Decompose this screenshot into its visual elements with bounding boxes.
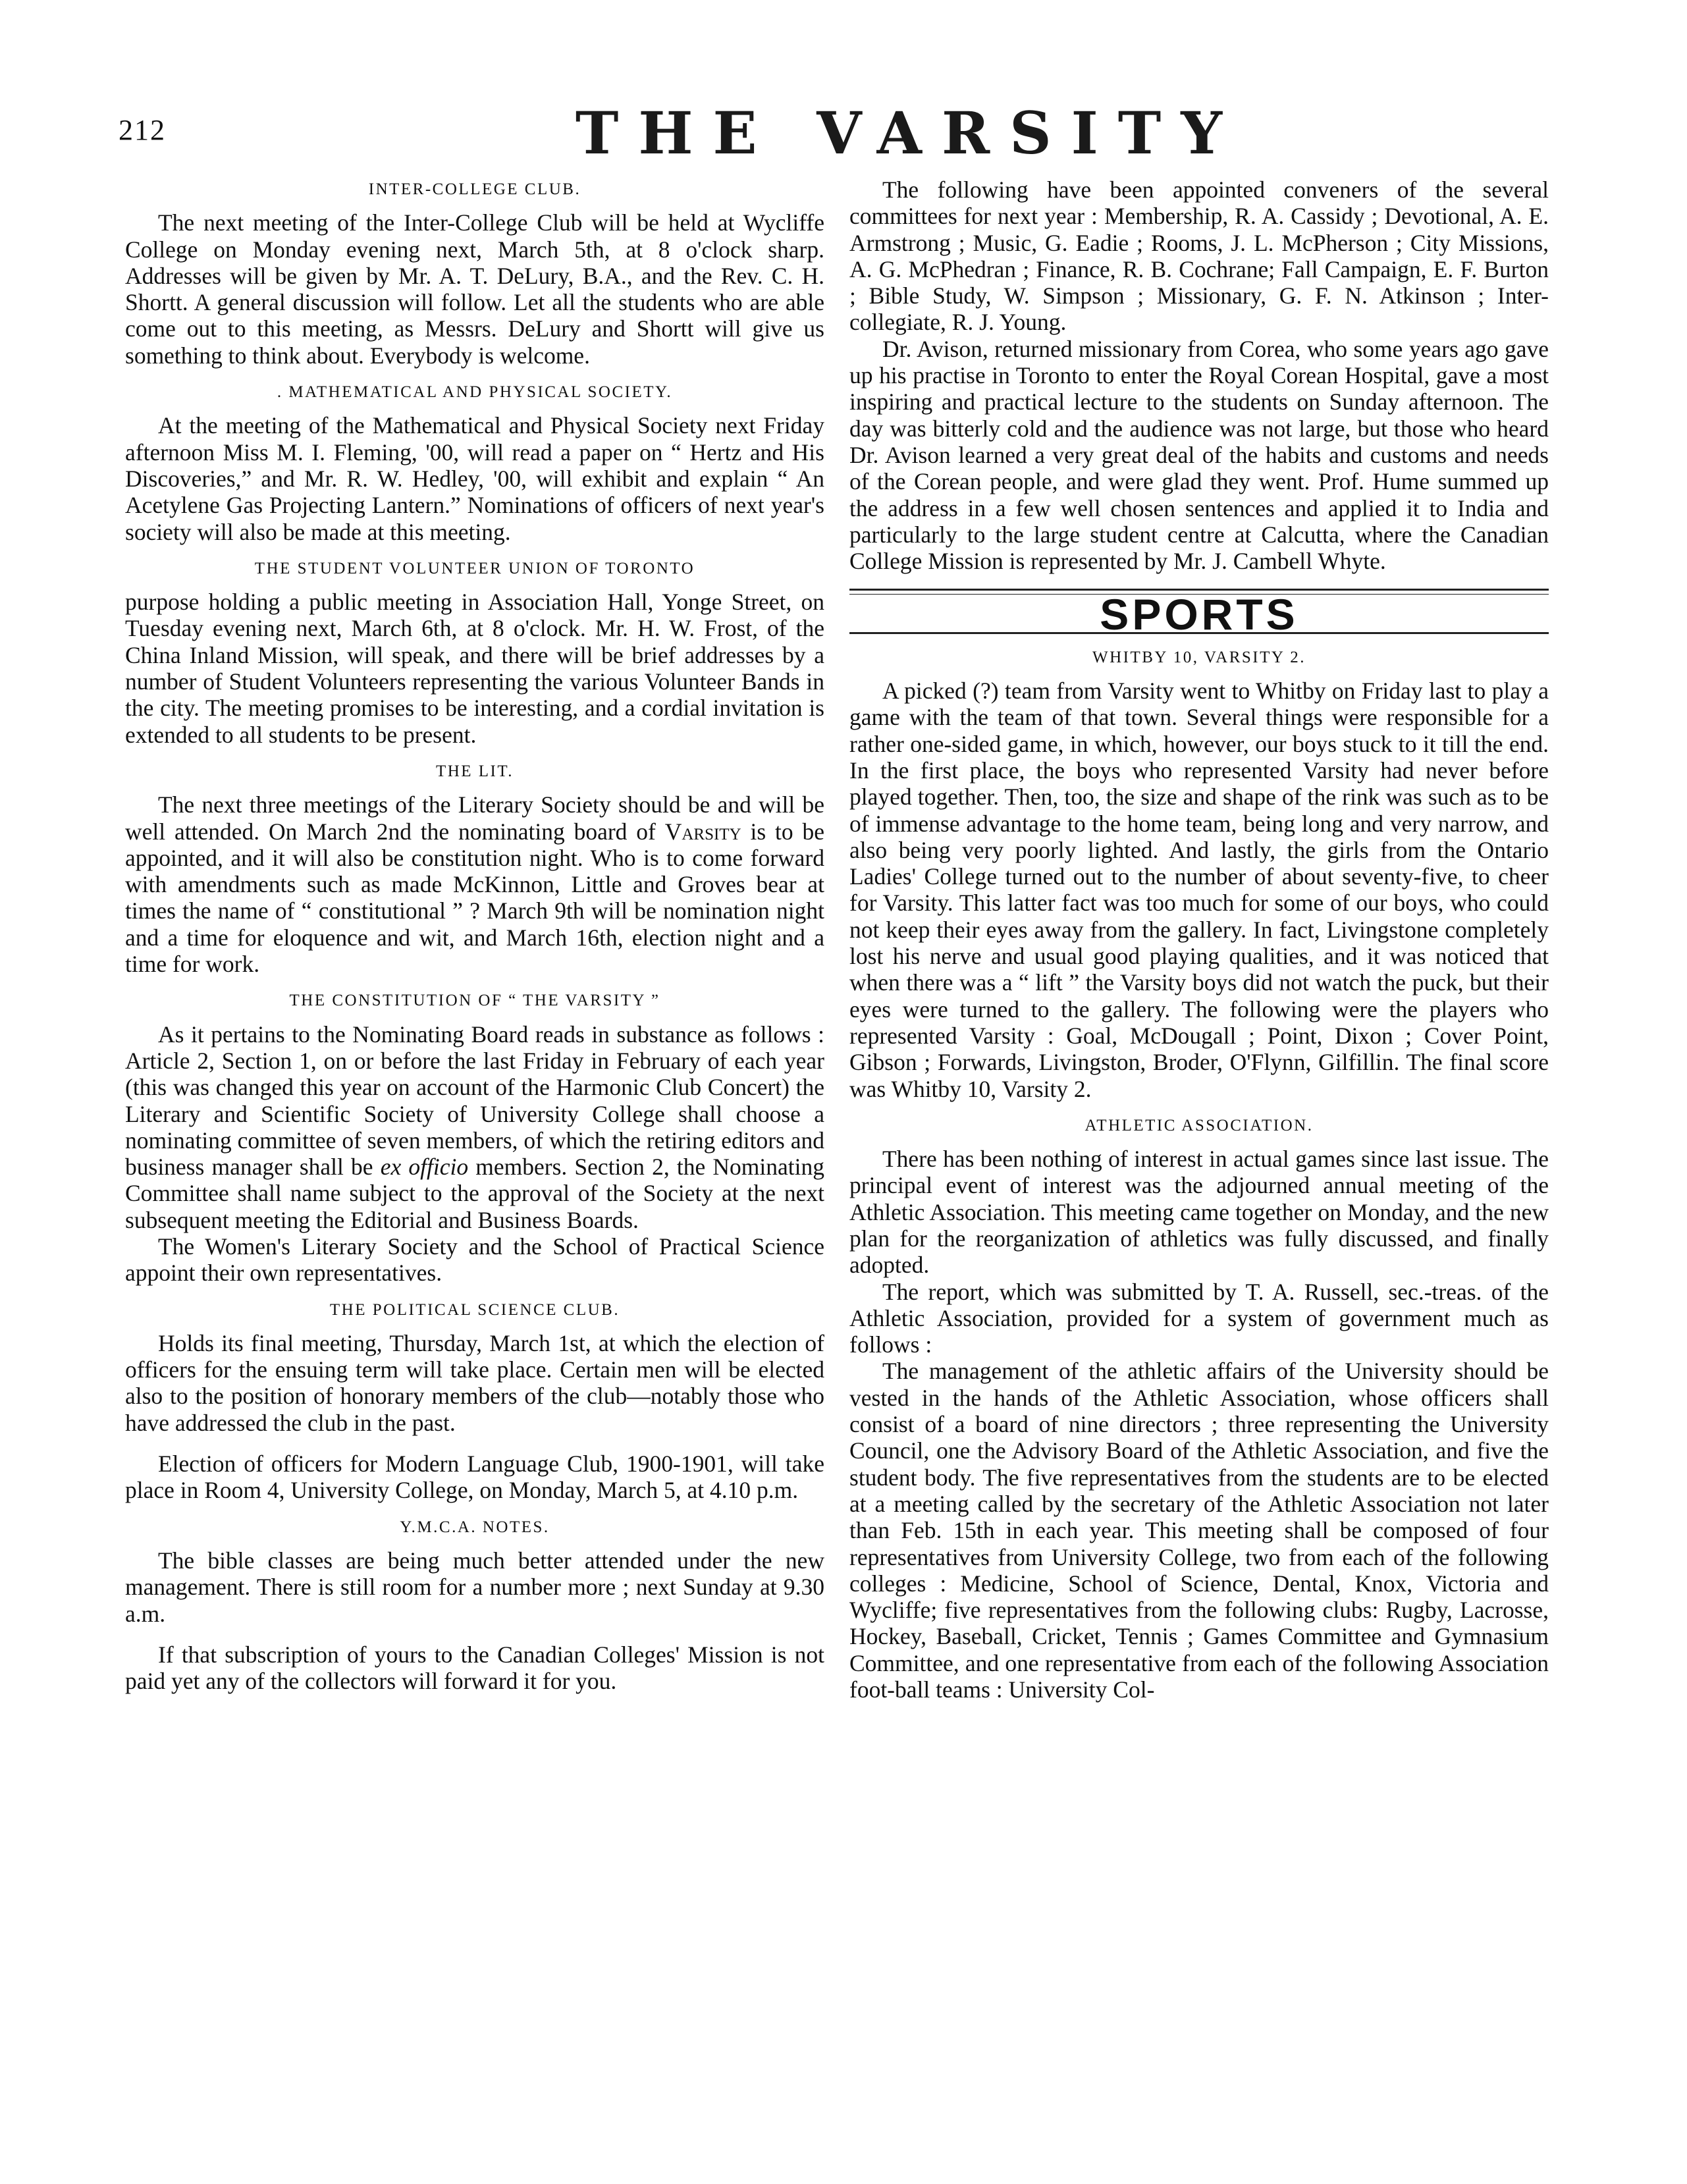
political-science-paragraph: Holds its final meeting, Thursday, March 1st, at which the election of officers for the ensuing term will take place. Certain men will be elected also to the position of honorary members of the club—notably those who have addressed the club in the past. xyxy=(125,1329,824,1436)
athletic-paragraph-1: There has been nothing of interest in actual games since last issue. The principal event of interest was the adjourned annual meeting of the Athletic Association. This meeting came together on Monday, and the new plan for the reorganization of athletics was fully discussed, and finally adopted. xyxy=(849,1146,1549,1279)
the-lit-text-a: The next three meetings of the Literary Society should be and will be well attended. On March 2nd the nominating board of xyxy=(125,791,824,845)
math-society-paragraph: At the meeting of the Mathematical and Physical Society next Friday afternoon Miss M. I. Fleming, '00, will read a paper on “ Hertz and His Discoveries,” and Mr. R. W. Hedley, '00, will exhibit and explain “ An Acetylene Gas Projecting Lantern.” Nominations of officers of next year's society will also be made at this meeting. xyxy=(125,412,824,545)
constitution-text-b: members. Section 2, the Nominating Committee shall name subject to the approval of the Society at the next subsequent meeting the Editorial and Business Boards. xyxy=(125,1154,824,1233)
the-lit-heading: THE LIT. xyxy=(435,762,514,780)
sports-section-banner xyxy=(849,589,1549,639)
masthead-title: THE VARSITY xyxy=(575,99,1243,167)
inter-college-heading: INTER-COLLEGE CLUB. xyxy=(368,180,581,198)
whitby-paragraph: A picked (?) team from Varsity went to Whitby on Friday last to play a game with the team of that town. Several things were responsible for a rather one-sided game, in which, however, our boys stuck to it till the end. In the first place, the boys who represented Varsity had never before played together. Then, too, the size and shape of the rink was such as to be of immense advantage to the home team, being long and very narrow, and also being very poorly lighted. And lastly, the girls from the Ontario Ladies' College turned out to the number of about seventy-five, to cheer for Varsity. This latter fact was too much for some of our boys, who could not keep their eyes away from the gallery. In fact, Livingstone completely lost his nerve and usual good playing qualities, and it was noticed that when there was a “ lift ” the Varsity boys did not watch the puck, but their eyes were turned to the gallery. The following were the players who represented Varsity : Goal, McDougall ; Point, Dixon ; Cover Point, Gibson ; Forwards, Livingston, Broder, O'Flynn, Gilfillin. The final score was Whitby 10, Varsity 2. xyxy=(849,678,1549,1102)
ymca-heading: Y.M.C.A. NOTES. xyxy=(400,1518,550,1536)
ex-officio-italic: ex officio xyxy=(380,1154,469,1181)
athletic-heading: ATHLETIC ASSOCIATION. xyxy=(1084,1116,1314,1134)
the-lit-text-b: is to be appointed, and it will also be constitution night. Who is to come forward with amendments such as made McKinnon, Little and Groves bear at times the name of “ constitutional ” ? March 9th will be nomination night and a time for eloquence and wit, and March 16th, election night and a time for work. xyxy=(125,818,824,978)
page-number: 212 xyxy=(119,114,166,146)
ymca-paragraph-1: The bible classes are being much better attended under the new management. There is still room for a number more ; next Sunday at 9.30 a.m. xyxy=(125,1547,824,1627)
the-lit-paragraph xyxy=(125,791,824,977)
political-science-heading: THE POLITICAL SCIENCE CLUB. xyxy=(329,1300,620,1319)
ymca-paragraph-2: If that subscription of yours to the Canadian Colleges' Mission is not paid yet any of the collectors will forward it for you. xyxy=(125,1641,824,1695)
right-column xyxy=(849,176,1549,1703)
avison-paragraph: Dr. Avison, returned missionary from Corea, who some years ago gave up his practise in Toronto to enter the Royal Corean Hospital, gave a most inspiring and practical lecture to the students on Sunday afternoon. The day was bitterly cold and the audience was not large, but those who heard Dr. Avison learned a very great deal of the habits and customs and needs of the Corean people, and were glad they went. Prof. Hume summed up the address in a few well chosen sentences and applied it to India and particularly to the large student centre at Calcutta, where the Canadian College Mission is represented by Mr. J. Cambell Whyte. xyxy=(849,335,1549,575)
constitution-text-a: As it pertains to the Nominating Board reads in substance as follows : Article 2, Section 1, on or before the last Friday in February of each year (this was changed this year on account of the Harmonic Club Concert) the Literary and Scientific Society of University College shall choose a nominating committee of seven members, of which the retiring editors and business manager shall be xyxy=(125,1021,824,1181)
left-column xyxy=(125,176,824,1694)
constitution-paragraph xyxy=(125,1021,824,1233)
conveners-paragraph: The following have been appointed conveners of the several committees for next year : Membership, R. A. Cassidy ; Devotional, A. E. Armstrong ; Music, G. Eadie ; Rooms, J. L. McPherson ; City Missions, A. G. McPhedran ; Finance, R. B. Cochrane; Fall Campaign, E. F. Burton ; Bible Study, W. Simpson ; Missionary, G. F. N. Atkinson ; Inter-collegiate, R. J. Young. xyxy=(849,176,1549,336)
volunteer-union-paragraph: purpose holding a public meeting in Association Hall, Yonge Street, on Tuesday evening next, March 6th, at 8 o'clock. Mr. H. W. Frost, of the China Inland Mission, will speak, and there will be brief addresses by a number of Student Volunteers representing the various Volunteer Bands in the city. The meeting promises to be interesting, and a cordial invitation is extended to all students to be present. xyxy=(125,589,824,748)
athletic-paragraph-2: The report, which was submitted by T. A. Russell, sec.-treas. of the Athletic Association, provided for a system of government much as follows : xyxy=(849,1278,1549,1358)
volunteer-union-heading: THE STUDENT VOLUNTEER UNION OF TORONTO xyxy=(254,559,695,577)
athletic-paragraph-3: The management of the athletic affairs of the University should be vested in the hands of the Athletic Association, whose officers shall consist of a board of nine directors ; three representing the University Council, one the Advisory Board of the Athletic Association, and five the student body. The five representatives from the students are to be elected at a meeting called by the secretary of the Athletic Association not later than Feb. 15th in each year. This meeting shall be composed of four representatives from University College, two from each of the following colleges : Medicine, School of Science, Dental, Knox, Victoria and Wycliffe; five representatives from the following clubs: Rugby, Lacrosse, Hockey, Baseball, Cricket, Tennis ; Games Committee and Gymnasium Committee, and one representative from each of the following Association foot-ball teams : University Col- xyxy=(849,1358,1549,1703)
varsity-smallcaps: Varsity xyxy=(664,818,741,845)
whitby-heading: WHITBY 10, VARSITY 2. xyxy=(1092,648,1306,666)
page-header xyxy=(119,99,1567,171)
math-society-heading: . MATHEMATICAL AND PHYSICAL SOCIETY. xyxy=(277,383,673,402)
modern-language-paragraph: Election of officers for Modern Language Club, 1900-1901, will take place in Room 4, University College, on Monday, March 5, at 4.10 p.m. xyxy=(125,1451,824,1504)
inter-college-paragraph: The next meeting of the Inter-College Club will be held at Wycliffe College on Monday evening next, March 5th, at 8 o'clock sharp. Addresses will be given by Mr. A. T. DeLury, B.A., and the Rev. C. H. Shortt. A general discussion will follow. Let all the students who are able come out to this meeting, as Messrs. DeLury and Shortt will give us something to think about. Everybody is welcome. xyxy=(125,209,824,369)
womens-society-paragraph: The Women's Literary Society and the School of Practical Science appoint their own representatives. xyxy=(125,1233,824,1287)
sports-title: SPORTS xyxy=(1100,590,1299,639)
constitution-heading: THE CONSTITUTION OF “ THE VARSITY ” xyxy=(289,992,660,1010)
